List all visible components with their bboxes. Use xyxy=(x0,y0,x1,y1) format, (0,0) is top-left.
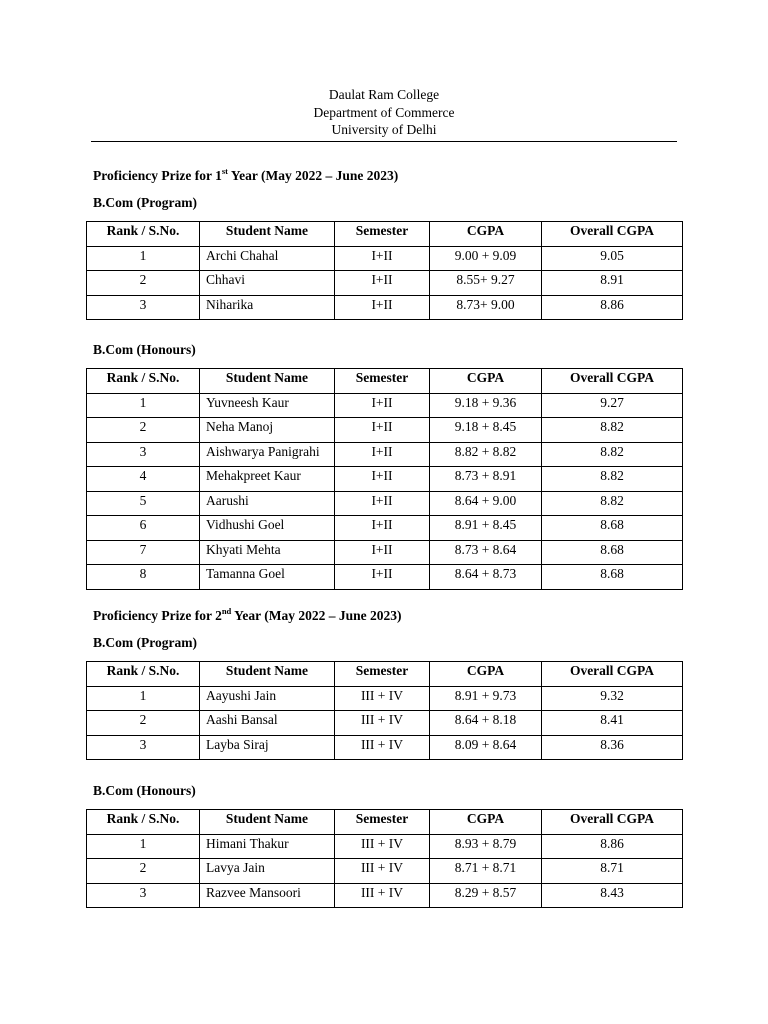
cell-student-name: Tamanna Goel xyxy=(200,565,335,590)
cell-overall-cgpa: 8.43 xyxy=(542,883,683,908)
column-header-semester: Semester xyxy=(335,369,430,394)
cell-student-name: Layba Siraj xyxy=(200,735,335,760)
section-title-superscript: st xyxy=(221,165,228,176)
column-header-rank: Rank / S.No. xyxy=(87,369,200,394)
group-subtitle: B.Com (Program) xyxy=(93,195,197,210)
section-title-suffix: Year (May 2022 – June 2023) xyxy=(231,608,402,623)
group-subtitle: B.Com (Honours) xyxy=(93,783,196,798)
cell-student-name: Vidhushi Goel xyxy=(200,516,335,541)
cell-cgpa: 8.73 + 8.64 xyxy=(430,540,542,565)
column-header-rank: Rank / S.No. xyxy=(87,810,200,835)
column-header-cgpa: CGPA xyxy=(430,369,542,394)
cell-rank: 6 xyxy=(87,516,200,541)
cell-cgpa: 8.64 + 8.73 xyxy=(430,565,542,590)
cell-overall-cgpa: 9.05 xyxy=(542,246,683,271)
cell-semester: III + IV xyxy=(335,859,430,884)
section-title-superscript: nd xyxy=(221,605,232,616)
column-header-cgpa: CGPA xyxy=(430,222,542,247)
table-header-row xyxy=(87,810,683,835)
table-row xyxy=(87,735,683,760)
cell-semester: I+II xyxy=(335,516,430,541)
cell-rank: 2 xyxy=(87,418,200,443)
cell-student-name: Lavya Jain xyxy=(200,859,335,884)
cell-overall-cgpa: 8.82 xyxy=(542,442,683,467)
cell-semester: I+II xyxy=(335,565,430,590)
table-row xyxy=(87,883,683,908)
cell-semester: I+II xyxy=(335,540,430,565)
cell-semester: I+II xyxy=(335,418,430,443)
table-row xyxy=(87,467,683,492)
results-table xyxy=(86,221,683,320)
results-table xyxy=(86,661,683,760)
column-header-semester: Semester xyxy=(335,810,430,835)
table-row xyxy=(87,834,683,859)
cell-overall-cgpa: 8.68 xyxy=(542,565,683,590)
column-header-rank: Rank / S.No. xyxy=(87,662,200,687)
cell-overall-cgpa: 8.71 xyxy=(542,859,683,884)
table-row xyxy=(87,271,683,296)
cell-student-name: Aayushi Jain xyxy=(200,686,335,711)
column-header-student-name: Student Name xyxy=(200,369,335,394)
cell-overall-cgpa: 8.68 xyxy=(542,516,683,541)
group-subtitle: B.Com (Program) xyxy=(93,635,197,650)
table-header-row xyxy=(87,222,683,247)
column-header-overall-cgpa: Overall CGPA xyxy=(542,662,683,687)
cell-cgpa: 8.64 + 9.00 xyxy=(430,491,542,516)
cell-rank: 4 xyxy=(87,467,200,492)
table-row xyxy=(87,859,683,884)
section-title-prefix: Proficiency Prize for 2 xyxy=(93,608,222,623)
cell-cgpa: 9.18 + 9.36 xyxy=(430,393,542,418)
cell-cgpa: 8.91 + 8.45 xyxy=(430,516,542,541)
cell-rank: 8 xyxy=(87,565,200,590)
table-header-row xyxy=(87,369,683,394)
cell-cgpa: 8.29 + 8.57 xyxy=(430,883,542,908)
college-name: Daulat Ram College xyxy=(328,87,440,102)
column-header-student-name: Student Name xyxy=(200,222,335,247)
department-name: Department of Commerce xyxy=(313,104,455,120)
cell-student-name: Razvee Mansoori xyxy=(200,883,335,908)
cell-overall-cgpa: 8.82 xyxy=(542,491,683,516)
table-row xyxy=(87,516,683,541)
cell-cgpa: 9.18 + 8.45 xyxy=(430,418,542,443)
group-subtitle: B.Com (Honours) xyxy=(93,342,196,357)
cell-student-name: Khyati Mehta xyxy=(200,540,335,565)
cell-rank: 3 xyxy=(87,295,200,320)
cell-student-name: Chhavi xyxy=(200,271,335,296)
section-title-prefix: Proficiency Prize for 1 xyxy=(93,168,222,183)
column-header-overall-cgpa: Overall CGPA xyxy=(542,810,683,835)
cell-overall-cgpa: 8.68 xyxy=(542,540,683,565)
column-header-semester: Semester xyxy=(335,222,430,247)
cell-rank: 7 xyxy=(87,540,200,565)
table-row xyxy=(87,393,683,418)
column-header-rank: Rank / S.No. xyxy=(87,222,200,247)
cell-student-name: Himani Thakur xyxy=(200,834,335,859)
cell-student-name: Aarushi xyxy=(200,491,335,516)
table-row xyxy=(87,540,683,565)
cell-rank: 2 xyxy=(87,271,200,296)
table-row xyxy=(87,686,683,711)
cell-rank: 1 xyxy=(87,246,200,271)
cell-overall-cgpa: 8.86 xyxy=(542,834,683,859)
cell-overall-cgpa: 9.27 xyxy=(542,393,683,418)
cell-semester: I+II xyxy=(335,442,430,467)
table-row xyxy=(87,711,683,736)
cell-rank: 1 xyxy=(87,686,200,711)
section-title-second-year xyxy=(93,605,402,624)
cell-semester: I+II xyxy=(335,393,430,418)
column-header-student-name: Student Name xyxy=(200,662,335,687)
cell-semester: III + IV xyxy=(335,711,430,736)
cell-student-name: Neha Manoj xyxy=(200,418,335,443)
cell-semester: III + IV xyxy=(335,735,430,760)
table-row xyxy=(87,246,683,271)
cell-semester: I+II xyxy=(335,491,430,516)
cell-rank: 2 xyxy=(87,859,200,884)
column-header-overall-cgpa: Overall CGPA xyxy=(542,222,683,247)
cell-cgpa: 8.82 + 8.82 xyxy=(430,442,542,467)
university-name: University of Delhi xyxy=(331,122,437,137)
cell-overall-cgpa: 8.82 xyxy=(542,467,683,492)
section-title-suffix: Year (May 2022 – June 2023) xyxy=(227,168,399,183)
cell-semester: I+II xyxy=(335,295,430,320)
table-row xyxy=(87,565,683,590)
cell-semester: I+II xyxy=(335,246,430,271)
cell-student-name: Aishwarya Panigrahi xyxy=(200,442,335,467)
cell-rank: 3 xyxy=(87,442,200,467)
table-row xyxy=(87,442,683,467)
header-divider xyxy=(91,141,677,142)
table-header-row xyxy=(87,662,683,687)
cell-cgpa: 8.71 + 8.71 xyxy=(430,859,542,884)
cell-semester: III + IV xyxy=(335,686,430,711)
table-row xyxy=(87,295,683,320)
cell-rank: 3 xyxy=(87,735,200,760)
cell-cgpa: 8.73 + 8.91 xyxy=(430,467,542,492)
cell-student-name: Archi Chahal xyxy=(200,246,335,271)
cell-cgpa: 8.64 + 8.18 xyxy=(430,711,542,736)
cell-rank: 3 xyxy=(87,883,200,908)
cell-cgpa: 9.00 + 9.09 xyxy=(430,246,542,271)
cell-overall-cgpa: 8.36 xyxy=(542,735,683,760)
cell-overall-cgpa: 8.91 xyxy=(542,271,683,296)
cell-rank: 2 xyxy=(87,711,200,736)
column-header-cgpa: CGPA xyxy=(430,662,542,687)
cell-cgpa: 8.91 + 9.73 xyxy=(430,686,542,711)
table-row xyxy=(87,491,683,516)
column-header-semester: Semester xyxy=(335,662,430,687)
cell-overall-cgpa: 8.41 xyxy=(542,711,683,736)
cell-cgpa: 8.55+ 9.27 xyxy=(430,271,542,296)
document-header xyxy=(0,86,768,139)
column-header-overall-cgpa: Overall CGPA xyxy=(542,369,683,394)
cell-cgpa: 8.73+ 9.00 xyxy=(430,295,542,320)
cell-rank: 5 xyxy=(87,491,200,516)
cell-semester: III + IV xyxy=(335,883,430,908)
cell-student-name: Aashi Bansal xyxy=(200,711,335,736)
cell-semester: III + IV xyxy=(335,834,430,859)
cell-student-name: Yuvneesh Kaur xyxy=(200,393,335,418)
cell-student-name: Mehakpreet Kaur xyxy=(200,467,335,492)
column-header-cgpa: CGPA xyxy=(430,810,542,835)
cell-overall-cgpa: 8.82 xyxy=(542,418,683,443)
results-table xyxy=(86,809,683,908)
table-row xyxy=(87,418,683,443)
cell-semester: I+II xyxy=(335,271,430,296)
cell-overall-cgpa: 8.86 xyxy=(542,295,683,320)
results-table xyxy=(86,368,683,590)
cell-cgpa: 8.09 + 8.64 xyxy=(430,735,542,760)
cell-overall-cgpa: 9.32 xyxy=(542,686,683,711)
cell-rank: 1 xyxy=(87,834,200,859)
cell-semester: I+II xyxy=(335,467,430,492)
column-header-student-name: Student Name xyxy=(200,810,335,835)
section-title-first-year xyxy=(93,165,399,184)
cell-cgpa: 8.93 + 8.79 xyxy=(430,834,542,859)
cell-rank: 1 xyxy=(87,393,200,418)
cell-student-name: Niharika xyxy=(200,295,335,320)
